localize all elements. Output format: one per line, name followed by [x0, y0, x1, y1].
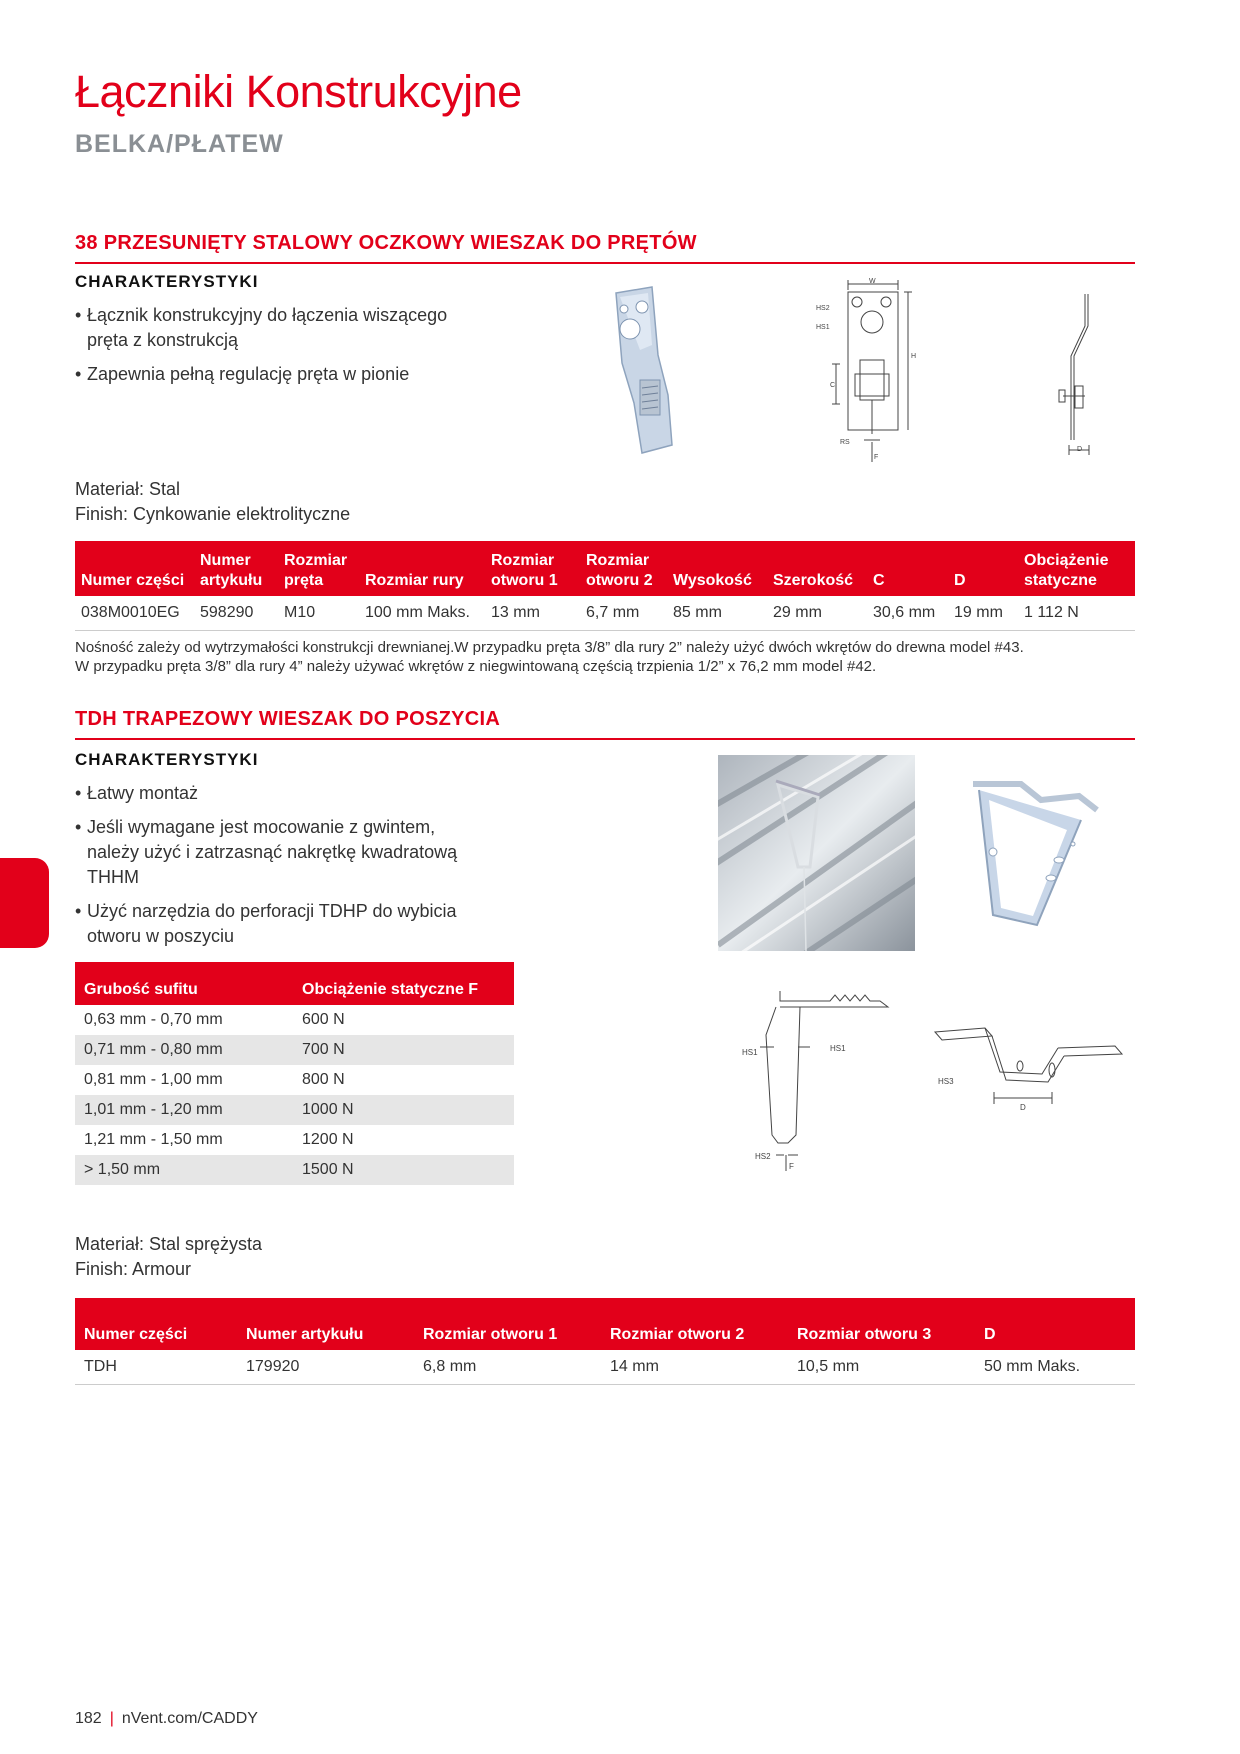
dim-label-hs1-right: HS1: [830, 1044, 846, 1053]
tdh-hanger-photo: [963, 770, 1105, 932]
table-header-row: [75, 541, 1135, 596]
cell: 1,21 mm - 1,50 mm: [84, 1131, 223, 1148]
table-row: [75, 1095, 514, 1125]
cell: 29 mm: [767, 596, 867, 631]
table-row: [75, 1155, 514, 1185]
rod-hanger-side-drawing: [1045, 290, 1105, 460]
table-header-row: [75, 962, 514, 1005]
col-header: Obciążenie statyczne: [1024, 552, 1109, 589]
table-row: [75, 1065, 514, 1095]
bullet-list-2: [75, 781, 480, 958]
bullet-item: • Zapewnia pełną regulację pręta w pionie: [75, 362, 475, 387]
col-header: D: [954, 572, 966, 589]
chapter-tab-marker: [0, 858, 49, 948]
col-header: Rozmiar otworu 2: [610, 1326, 745, 1343]
bullet-list-1: [75, 303, 475, 396]
cell: 800 N: [302, 1071, 345, 1088]
cell: M10: [278, 596, 359, 631]
dim-label-h: H: [911, 353, 917, 360]
col-header: Rozmiar otworu 3: [797, 1326, 932, 1343]
bullet-item: • Łatwy montaż: [75, 781, 480, 806]
footer-separator: |: [109, 1710, 114, 1727]
col-header: Rozmiar rury: [365, 572, 464, 589]
cell: 6,8 mm: [414, 1350, 601, 1385]
bullet-item: • Łącznik konstrukcyjny do łączenia wiszącego pręta z konstrukcją: [75, 303, 475, 353]
footer-site-link[interactable]: nVent.com/CADDY: [121, 1710, 258, 1727]
dim-label-hs1-left: HS1: [742, 1048, 758, 1057]
cell: 0,63 mm - 0,70 mm: [84, 1011, 223, 1028]
cell: 1000 N: [302, 1101, 354, 1118]
cell: 700 N: [302, 1041, 345, 1058]
note-text: [75, 638, 1145, 676]
cell: 10,5 mm: [788, 1350, 975, 1385]
col-header: Rozmiar pręta: [284, 552, 348, 589]
col-header: Rozmiar otworu 1: [491, 552, 558, 589]
bullet-item: • Użyć narzędzia do perforacji TDHP do wybicia otworu w poszyciu: [75, 899, 480, 949]
material-text: Materiał: Stal sprężysta: [75, 1234, 263, 1254]
rod-hanger-photo: [600, 285, 680, 460]
dim-label-hs2: HS2: [816, 305, 830, 312]
dim-label-w: W: [869, 278, 876, 285]
cell: 85 mm: [667, 596, 767, 631]
cell: 30,6 mm: [867, 596, 948, 631]
cell: 038M0010EG: [75, 596, 194, 631]
cell: 19 mm: [948, 596, 1018, 631]
cell: 0,71 mm - 0,80 mm: [84, 1041, 223, 1058]
dim-label-f: F: [789, 1162, 794, 1171]
col-header: Szerokość: [773, 572, 854, 589]
cell: 14 mm: [601, 1350, 788, 1385]
table-row: [75, 596, 1135, 631]
col-header: Numer artykułu: [246, 1326, 364, 1343]
dim-label-hs1: HS1: [816, 324, 830, 331]
page-subtitle: BELKA/PŁATEW: [75, 130, 284, 158]
dim-label-hs3: HS3: [938, 1077, 954, 1086]
footer: [75, 1710, 258, 1728]
cell: 0,81 mm - 1,00 mm: [84, 1071, 223, 1088]
finish-text: Finish: Cynkowanie elektrolityczne: [75, 504, 351, 524]
material-2: [75, 1232, 262, 1282]
note-line: W przypadku pręta 3/8” dla rury 4” należy używać wkrętów z niegwintowaną częścią trzpienia 1/2” x 76,2 mm model #42.: [75, 658, 877, 675]
dim-label-rs: RS: [840, 439, 850, 446]
cell: 600 N: [302, 1011, 345, 1028]
cell: 598290: [194, 596, 278, 631]
cell: 179920: [237, 1350, 414, 1385]
spec-table-38: [75, 541, 1135, 631]
col-header: Rozmiar otworu 1: [423, 1326, 558, 1343]
section-heading-38: 38 PRZESUNIĘTY STALOWY OCZKOWY WIESZAK DO PRĘTÓW: [75, 232, 1135, 264]
cell: TDH: [75, 1350, 237, 1385]
page-title: Łączniki Konstrukcyjne: [75, 66, 522, 117]
col-header: Rozmiar otworu 2: [586, 552, 653, 589]
cell: 1500 N: [302, 1161, 354, 1178]
rod-hanger-front-drawing: [800, 274, 930, 464]
col-header: Numer części: [84, 1326, 188, 1343]
col-header: Numer części: [81, 572, 185, 589]
col-header: C: [873, 572, 885, 589]
cell: 50 mm Maks.: [975, 1350, 1135, 1385]
finish-text: Finish: Armour: [75, 1259, 192, 1279]
table-row: [75, 1125, 514, 1155]
characteristics-label-2: CHARAKTERYSTYKI: [75, 750, 259, 769]
tdh-3d-drawing: [930, 1020, 1130, 1125]
cell: 100 mm Maks.: [359, 596, 485, 631]
table-row: [75, 1005, 514, 1035]
table-row: [75, 1035, 514, 1065]
bullet-item: • Jeśli wymagane jest mocowanie z gwintem, należy użyć i zatrzasnąć nakrętkę kwadratową THHM: [75, 815, 480, 890]
cell: 1200 N: [302, 1131, 354, 1148]
cell: 13 mm: [485, 596, 580, 631]
dim-label-f: F: [874, 454, 879, 461]
dim-label-d: D: [1077, 446, 1083, 453]
col-header: Grubość sufitu: [84, 981, 198, 998]
material-text: Materiał: Stal: [75, 479, 181, 499]
table-row: [75, 1350, 1135, 1385]
dim-label-c: C: [830, 382, 836, 389]
col-header: D: [984, 1326, 996, 1343]
tdh-installation-photo: [718, 755, 915, 951]
cell: 1 112 N: [1018, 596, 1135, 631]
characteristics-label-1: CHARAKTERYSTYKI: [75, 272, 259, 291]
cell: 6,7 mm: [580, 596, 667, 631]
table-header-row: [75, 1298, 1135, 1350]
col-header: Wysokość: [673, 572, 752, 589]
page-number: 182: [75, 1710, 102, 1727]
spec-table-tdh: [75, 1298, 1135, 1385]
col-header: Obciążenie statyczne F: [302, 981, 479, 998]
load-table-tdh: [75, 962, 514, 1185]
section-heading-tdh: TDH TRAPEZOWY WIESZAK DO POSZYCIA: [75, 708, 1135, 740]
dim-label-hs2: HS2: [755, 1152, 771, 1161]
col-header: Numer artykułu: [200, 552, 263, 589]
tdh-front-drawing: [740, 985, 895, 1175]
material-1: [75, 477, 350, 527]
cell: > 1,50 mm: [84, 1161, 161, 1178]
cell: 1,01 mm - 1,20 mm: [84, 1101, 223, 1118]
dim-label-d: D: [1020, 1103, 1026, 1112]
note-line: Nośność zależy od wytrzymałości konstrukcji drewnianej.W przypadku pręta 3/8” dla rury 2” należy użyć dwóch wkrętów do drewna model #43.: [75, 639, 1024, 656]
